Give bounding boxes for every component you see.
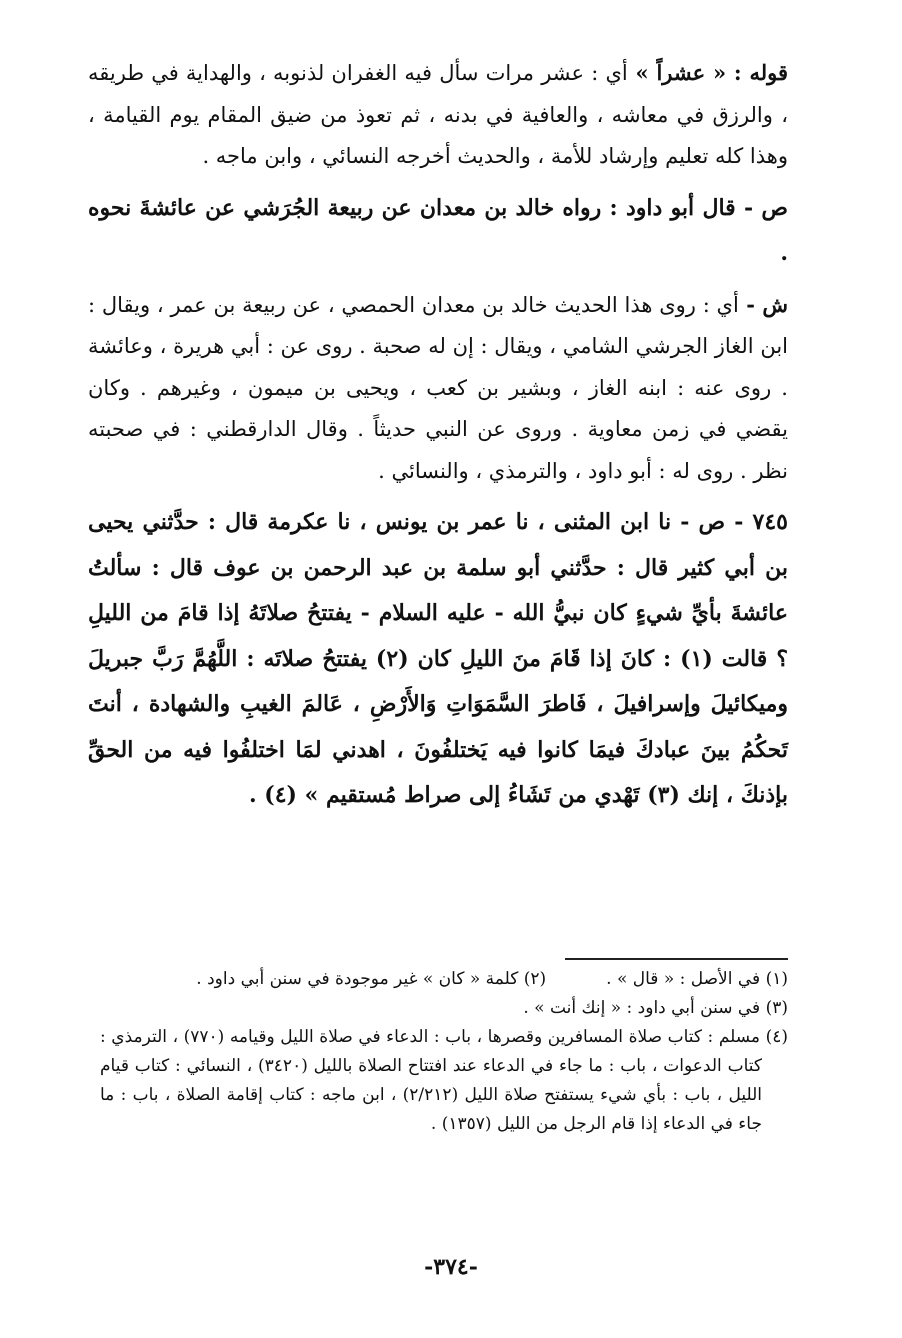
footnote-1: (١) في الأصل : « قال » . <box>606 969 788 989</box>
page-body <box>88 52 788 819</box>
paragraph-lead: ش - <box>738 291 788 317</box>
page-number: -٣٧٤- <box>424 1254 478 1280</box>
commentary-paragraph-ashran <box>88 52 788 178</box>
hadith-745 <box>88 500 788 819</box>
footnotes <box>100 965 788 1139</box>
paragraph-text: أي : روى هذا الحديث خالد بن معدان الحمصي ، عن ربيعة بن عمر ، ويقال : ابن الغاز الجرشي الشامي ، ويقال : إن له صحبة . روى عن : أبي هريرة ، وعائشة . روى عنه : ابنه الغاز ، وبشير بن كعب ، ويحيى بن ميمون ، وغيرهم . وكان يقضي في زمن معاوية . وروى عن النبي حديثاً . وقال الدارقطني : في صحبته نظر . روى له : أبو داود ، والترمذي ، والنسائي . <box>88 292 788 483</box>
footnote-3: (٣) في سنن أبي داود : « إنك أنت » . <box>523 998 788 1018</box>
paragraph-lead: قوله : « عشراً » <box>627 60 788 85</box>
footnote-divider <box>565 958 788 960</box>
paragraph-text: ٧٤٥ - ص - نا ابن المثنى ، نا عمر بن يونس ، نا عكرمة قال : حدَّثني يحيى بن أبي كثير قال : حدَّثني أبو سلمة بن عبد الرحمن بن عوف قال : سألتُ عائشةَ بأيِّ شيءٍ كان نبيُّ الله - عليه السلام - يفتتحُ صلاتَهُ إذا قامَ من الليلِ ؟ قالت (١) : كانَ إذا قَامَ منَ الليلِ كان (٢) يفتتحُ صلاتَه : اللَّهُمَّ رَبَّ جبريلَ وميكائيلَ وإسرافيلَ ، فَاطرَ السَّمَوَاتِ وَالأَرْضِ ، عَالمَ الغيبِ والشهادة ، أنتَ تَحكُمُ بينَ عبادكَ فيمَا كانوا فيه يَختلفُونَ ، اهدني لمَا اختلفُوا فيه من الحقِّ بإذنكَ ، إنك (٣) تَهْدي من تَشَاءُ إلى صراط مُستقيم » (٤) . <box>88 509 788 808</box>
commentary-paragraph-rabia <box>88 284 788 493</box>
paragraph-text: ص - قال أبو داود : رواه خالد بن معدان عن ربيعة الجُرَشي عن عائشةَ نحوه . <box>88 194 788 266</box>
paragraph-text: أي : عشر مرات سأل فيه الغفران لذنوبه ، والهداية في طريقه ، والرزق في معاشه ، والعافية في بدنه ، ثم تعوذ من ضيق المقام يوم القيامة ، وهذا كله تعليم وإرشاد للأمة ، والحديث أخرجه النسائي ، وابن ماجه . <box>88 61 788 168</box>
footnote-row <box>100 965 788 994</box>
matn-paragraph-abu-dawud <box>88 186 788 276</box>
footnote-4: (٤) مسلم : كتاب صلاة المسافرين وقصرها ، باب : الدعاء في صلاة الليل وقيامه (٧٧٠) ، الترمذي : كتاب الدعوات ، باب : ما جاء في الدعاء عند افتتاح الصلاة بالليل (٣٤٢٠) ، النسائي : كتاب قيام الليل ، باب : بأي شيء يستفتح صلاة الليل (٢/٢١٢) ، ابن ماجه : كتاب إقامة الصلاة ، باب : ما جاء في الدعاء إذا قام الرجل من الليل (١٣٥٧) . <box>100 1027 788 1134</box>
footnote-2: (٢) كلمة « كان » غير موجودة في سنن أبي داود . <box>196 969 547 989</box>
